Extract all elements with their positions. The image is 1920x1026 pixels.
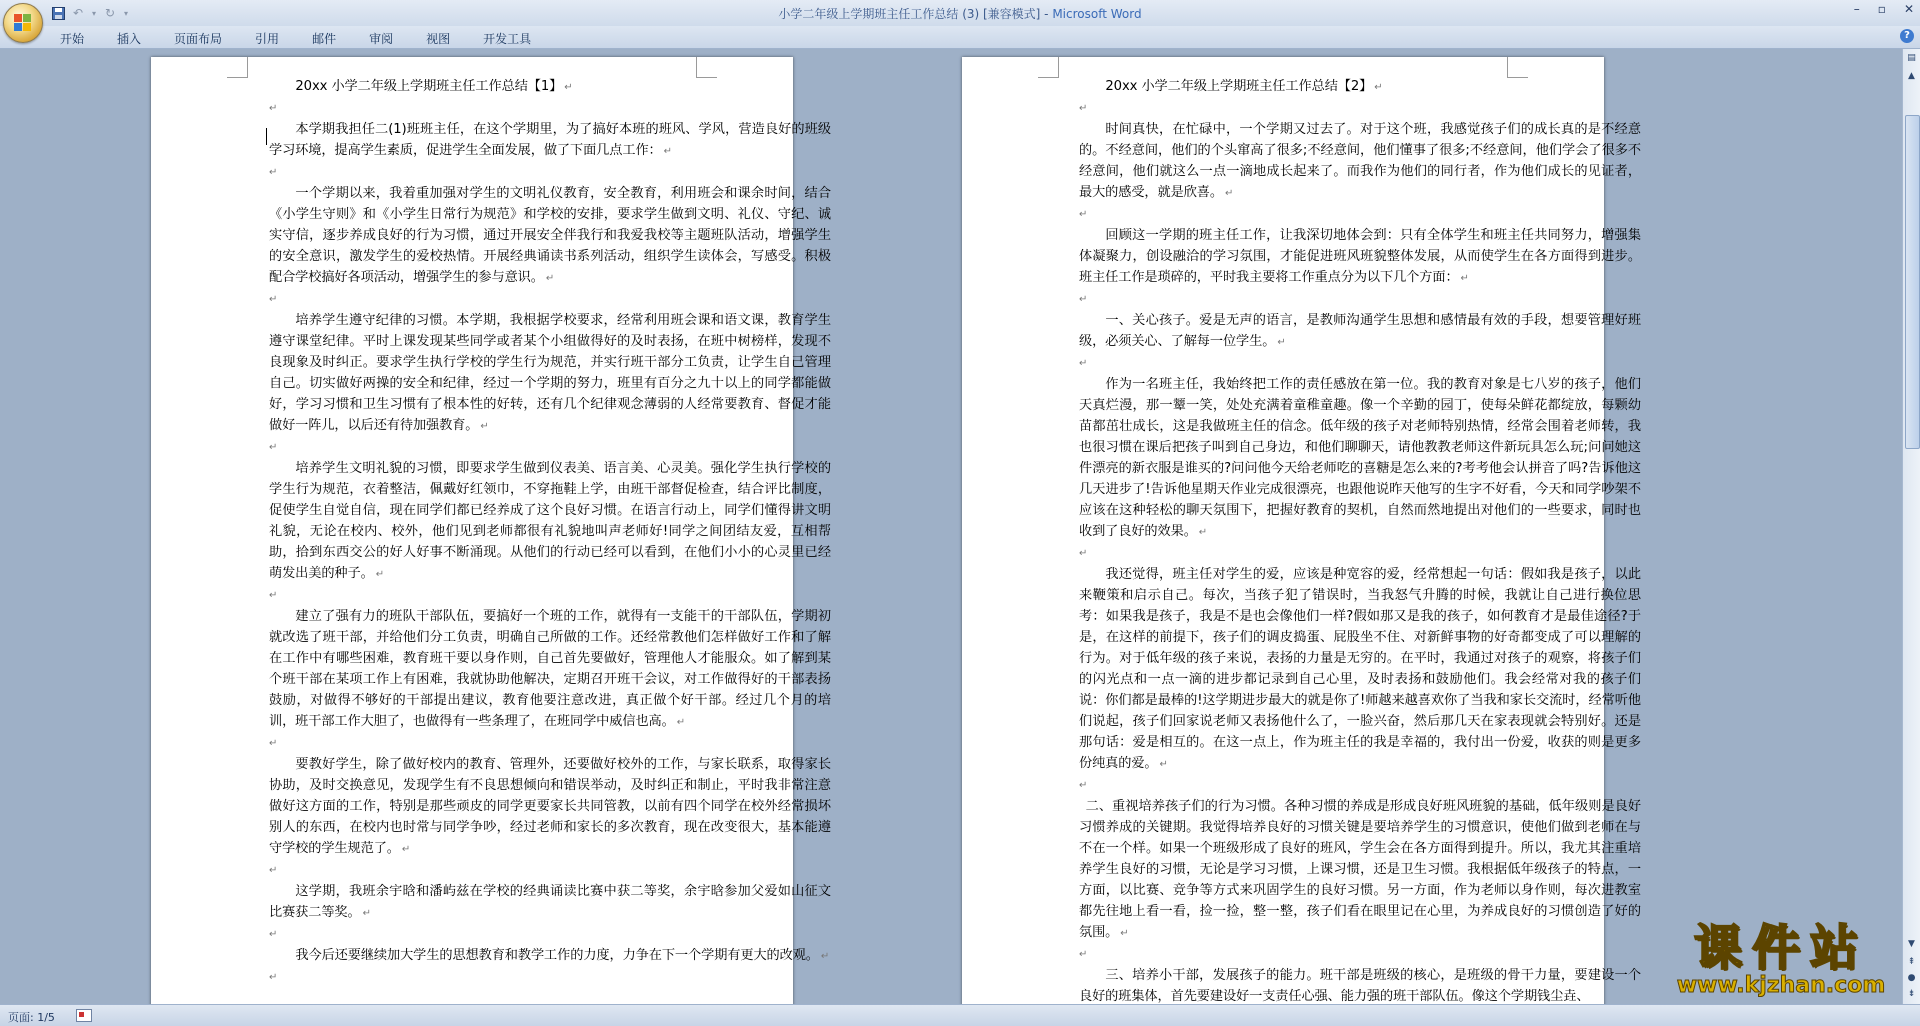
text-cursor (266, 128, 267, 145)
tab-developer[interactable]: 开发工具 (483, 32, 532, 46)
scrollbar-thumb[interactable] (1905, 115, 1920, 449)
scroll-up-icon[interactable]: ▲ (1908, 71, 1915, 81)
section-title: 20xx 小学二年级上学期班主任工作总结【2】 ↵ (1105, 79, 1383, 94)
paragraph: 培养学生文明礼貌的习惯，即要求学生做到仪表美、语言美、心灵美。强化学生执行学校的学生行为规范，衣着整洁，佩戴好红领巾，不穿拖鞋上学，由班干部督促检查，结合评比制度，促使学生自觉自信，现在同学们都已经养成了这个良好习惯。在语言行动上，同学们懂得讲文明礼貌，无论在校内、校外，他们见到老师都很有礼貌地叫声老师好!同学之间团结友爱，互相帮助，拾到东西交公的好人好事不断涌现。从他们的行动已经可以看到，在他们小小的心灵里已经萌发出美的种子。 ↵ (269, 461, 831, 581)
next-page-icon[interactable]: ⇟ (1907, 989, 1916, 999)
proofing-status-icon[interactable] (76, 1009, 92, 1022)
tab-view[interactable]: 视图 (426, 32, 451, 46)
page-count[interactable]: 页面: 1/5 (8, 1011, 55, 1024)
watermark-url: www.kjzhan.com (1676, 973, 1886, 998)
watermark-logo (1668, 922, 1894, 998)
redo-icon[interactable]: ↻ (104, 6, 116, 20)
paragraph: 时间真快，在忙碌中，一个学期又过去了。对于这个班，我感觉孩子们的成长真的是不经意的。不经意间，他们的个头窜高了很多;不经意间，他们懂事了很多;不经意间，他们学会了很多不经意间，他们就这么一点一滴地成长起来了。而我作为他们的同行者，作为他们成长的见证者，最大的感受，就是欣喜。 ↵ (1079, 122, 1641, 200)
crop-mark (1507, 57, 1528, 78)
document-page-2[interactable] (962, 57, 1641, 1004)
customize-toolbar-icon[interactable]: ▾ (123, 8, 128, 18)
undo-icon[interactable]: ↶ (72, 6, 84, 20)
tab-references[interactable]: 引用 (255, 32, 280, 46)
tab-home[interactable]: 开始 (60, 32, 85, 46)
minimize-button[interactable]: – (1853, 2, 1860, 16)
paragraph: 作为一名班主任，我始终把工作的责任感放在第一位。我的教育对象是七八岁的孩子，他们天真烂漫，那一颦一笑，处处充满着童稚童趣。像一个辛勤的园丁，使每朵鲜花都绽放，每颗幼苗都茁壮成长，这是我做班主任的信念。低年级的孩子对老师特别热情，经常会围着老师转，我也很习惯在课后把孩子叫到自己身边，和他们聊聊天，请他教教老师这件新玩具怎么玩;问问她这件漂亮的新衣服是谁买的?问问他今天给老师吃的喜糖是怎么来的?考考他会认拼音了吗?告诉他这几天进步了!告诉他星期天作业完成很漂亮，也跟他说昨天他写的生字不好看，今天和同学吵架不应该在这种轻松的聊天氛围下，把握好教育的契机，自然而然地提出对他们的一些要求，同时也收到了良好的效果。 ↵ (1079, 377, 1641, 539)
crop-mark (1038, 57, 1059, 78)
select-browse-object-icon[interactable]: ● (1907, 973, 1916, 983)
paragraph: 培养学生遵守纪律的习惯。本学期，我根据学校要求，经常利用班会课和语文课，教育学生遵守课堂纪律。平时上课发现某些同学或者某个小组做得好的及时表扬，在班中树榜样，发现不良现象及时纠正。要求学生执行学校的学生行为规范，并实行班干部分工负责，让学生自己管理自己。切实做好两操的安全和纪律，经过一个学期的努力，班里有百分之九十以上的同学都能做好，学习习惯和卫生习惯有了根本性的好转，还有几个纪律观念薄弱的人经常要教育、督促才能做好一阵儿，以后还有待加强教育。 ↵ (269, 313, 831, 433)
crop-mark (227, 57, 248, 78)
maximize-button[interactable]: ▫ (1877, 2, 1886, 16)
ruler-toggle-icon[interactable]: ▤ (1907, 53, 1916, 63)
document-workspace[interactable] (0, 49, 1902, 1004)
paragraph: 二、重视培养孩子们的行为习惯。各种习惯的养成是形成良好班风班貌的基础，低年级则是良好习惯养成的关键期。我觉得培养良好的习惯关键是要培养学生的习惯意识，使他们做到老师在与不在一个样。如果一个班级形成了良好的班风，学生会在各方面得到提升。所以，我尤其注重培养学生良好的习惯，无论是学习习惯，上课习惯，还是卫生习惯。我根据低年级孩子的特点，一方面，以比赛、竞争等方式来巩固学生的良好习惯。另一方面，作为老师以身作则，每次进教室都先往地上看一看，捡一捡，整一整，孩子们看在眼里记在心里，为养成良好的习惯创造了好的氛围。 ↵ (1079, 799, 1641, 940)
paragraph: 建立了强有力的班队干部队伍，要搞好一个班的工作，就得有一支能干的干部队伍，学期初就改选了班干部，并给他们分工负责，明确自己所做的工作。还经常教他们怎样做好工作和了解在工作中有哪些困难，教育班干要以身作则，自己首先要做好，管理他人才能服众。如了解到某个班干部在某项工作上有困难，我就协助他解决，定期召开班干会议，对工作做得好的干部表扬鼓励，对做得不够好的干部提出建议，教育他要注意改进，真正做个好干部。经过几个月的培训，班干部工作大胆了，也做得有一些条理了，在班同学中威信也高。 ↵ (269, 609, 831, 729)
close-button[interactable]: ✕ (1903, 2, 1914, 16)
undo-dropdown-icon[interactable]: ▾ (91, 8, 96, 18)
paragraph: 我还觉得，班主任对学生的爱，应该是种宽容的爱，经常想起一句话：假如我是孩子，以此来鞭策和启示自己。每次，当孩子犯了错误时，当我怒气升腾的时候，我就让自己进行换位思考：如果我是孩子，我是不是也会像他们一样?假如那又是我的孩子，如何教育才是最佳途径?于是，在这样的前提下，孩子们的调皮捣蛋、屁股坐不住、对新鲜事物的好奇都变成了可以理解的行为。对于低年级的孩子来说，表扬的力量是无穷的。在平时，我通过对孩子的观察，将孩子们的闪光点和一点一滴的进步都记录到自己心里，及时表扬和鼓励他们。我会经常对我的孩子们说：你们都是最棒的!这学期进步最大的就是你了!师越来越喜欢你了当我和家长交流时，经常听他们说起，孩子们回家说老师又表扬他什么了，一脸兴奋，然后那几天在家表现就会特别好。还是那句话：爱是相互的。在这一点上，作为班主任的我是幸福的，我付出一份爱，收获的则是更多份纯真的爱。 ↵ (1079, 567, 1641, 771)
section-title: 20xx 小学二年级上学期班主任工作总结【1】 ↵ (295, 79, 573, 94)
tab-insert[interactable]: 插入 (117, 32, 142, 46)
paragraph: 我今后还要继续加大学生的思想教育和教学工作的力度，力争在下一个学期有更大的改观。 ↵ (295, 948, 830, 963)
tab-mailings[interactable]: 邮件 (312, 32, 337, 46)
title-bar (0, 0, 1920, 26)
status-bar (0, 1004, 1920, 1026)
office-logo-icon (14, 14, 32, 32)
paragraph: 要教好学生，除了做好校内的教育、管理外，还要做好校外的工作，与家长联系，取得家长协助，及时交换意见，发现学生有不良思想倾向和错误举动，及时纠正和制止，平时我非常注意做好这方面的工作，特别是那些顽皮的同学更要家长共同管教，以前有四个同学在校外经常损坏别人的东西，在校内也时常与同学争吵，经过老师和家长的多次教育，现在改变很大，基本能遵守学校的学生规范了。 ↵ (269, 757, 831, 856)
paragraph: 一个学期以来，我着重加强对学生的文明礼仪教育，安全教育，利用班会和课余时间，结合《小学生守则》和《小学生日常行为规范》和学校的安排，要求学生做到文明、礼仪、守纪、诚实守信，逐步养成良好的行为习惯，通过开展安全伴我行和我爱我校等主题班队活动，增强学生的安全意识，激发学生的爱校热情。开展经典诵读书系列活动，组织学生读体会，写感受。积极配合学校搞好各项活动，增强学生的参与意识。 ↵ (269, 186, 831, 285)
paragraph: 一、关心孩子。爱是无声的语言，是教师沟通学生思想和感情最有效的手段，想要管理好班级，必须关心、了解每一位学生。 ↵ (1079, 313, 1641, 349)
office-button[interactable] (3, 3, 43, 43)
paragraph: 本学期我担任二(1)班班主任，在这个学期里，为了搞好本班的班风、学风，营造良好的班级学习环境，提高学生素质，促进学生全面发展，做了下面几点工作： ↵ (269, 122, 831, 158)
page-body: 20xx 小学二年级上学期班主任工作总结【2】 ↵ ↵ 时间真快，在忙碌中，一个学期又过去了。对于这个班，我感觉孩子们的成长真的是不经意的。不经意间，他们的个头窜高了很多;不经意间，他们懂事了很多;不经意间，他们学会了很多不经意间，他们就这么一点一滴地成长起来了。而我作为他们的同行者，作为他们成长的见证者，最大的感受，就是欣喜。 ↵ ↵ 回顾这一学期的班主任工作，让我深切地体会到：只有全体学生和班主任共同努力，增强集体凝聚力，创设融洽的学习氛围，才能促进班风班貌整体发展，从而使学生在各方面得到进步。班主任工作是琐碎的，平时我主要将工作重点分为以下几个方面： ↵ ↵ 一、关心孩子。爱是无声的语言，是教师沟通学生思想和感情最有效的手段，想要管理好班级，必须关心、了解每一位学生。 ↵ ↵ 作为一名班主任，我始终把工作的责任感放在第一位。我的教育对象是七八岁的孩子，他们天真烂漫，那一颦一笑，处处充满着童稚童趣。像一个辛勤的园丁，使每朵鲜花都绽放，每颗幼苗都茁壮成长，这是我做班主任的信念。低年级的孩子对老师特别热情，经常会围着老师转，我也很习惯在课后把孩子叫到自己身边，和他们聊聊天，请他教教老师这件新玩具怎么玩;问问她这件漂亮的新衣服是谁买的?问问他今天给老师吃的喜糖是怎么来的?考考他会认拼音了吗?告诉他这几天进步了!告诉他星期天作业完成很漂亮，也跟他说昨天他写的生字不好看，今天和同学吵架不应该在这种轻松的聊天氛围下，把握好教育的契机，自然而然地提出对他们的一些要求，同时也收到了良好的效果。 ↵ ↵ 我还觉得，班主任对学生的爱，应该是种宽容的爱，经常想起一句话：假如我是孩子，以此来鞭策和启示自己。每次，当孩子犯了错误时，当我怒气升腾的时候，我就让自己进行换位思考：如果我是孩子，我是不是也会像他们一样?假如那又是我的孩子，如何教育才是最佳途径?于是，在这样的前提下，孩子们的调皮捣蛋、屁股坐不住、对新鲜事物的好奇都变成了可以理解的行为。对于低年级的孩子来说，表扬的力量是无穷的。在平时，我通过对孩子的观察，将孩子们的闪光点和一点一滴的进步都记录到自己心里，及时表扬和鼓励他们。我会经常对我的孩子们说：你们都是最棒的!这学期进步最大的就是你了!师越来越喜欢你了当我和家长交流时，经常听他们说起，孩子们回家说老师又表扬他什么了，一脸兴奋，然后那几天在家表现就会特别好。还是那句话：爱是相互的。在这一点上，作为班主任的我是幸福的，我付出一份爱，收获的则是更多份纯真的爱。 ↵ ↵ 二、重视培养孩子们的行为习惯。各种习惯的养成是形成良好班风班貌的基础，低年级则是良好习惯养成的关键期。我觉得培养良好的习惯关键是要培养学生的习惯意识，使他们做到老师在与不在一个样。如果一个班级形成了良好的班风，学生会在各方面得到提升。所以，我尤其注重培养学生良好的习惯，无论是学习习惯，上课习惯，还是卫生习惯。我根据低年级孩子的特点，一方面，以比赛、竞争等方式来巩固学生的良好习惯。另一方面，作为老师以身作则，每次进教室都先往地上看一看，捡一捡，整一整，孩子们看在眼里记在心里，为养成良好的习惯创造了好的氛围。 ↵ ↵ 三、培养小干部，发展孩子的能力。班干部是班级的核心，是班级的骨干力量，要建设一个良好的班集体，首先要建设好一支责任心强、能力强的班干部队伍。像这个学期钱尘垚、 (1079, 76, 1641, 1004)
document-name: 小学二年级上学期班主任工作总结 (3) [兼容模式] - (778, 7, 1053, 21)
window-title (0, 5, 1920, 22)
ribbon-tab-bar (0, 26, 1920, 49)
scroll-down-icon[interactable]: ▼ (1908, 939, 1915, 949)
page-body: 20xx 小学二年级上学期班主任工作总结【1】 ↵ ↵ 本学期我担任二(1)班班主任，在这个学期里，为了搞好本班的班风、学风，营造良好的班级学习环境，提高学生素质，促进学生全面发展，做了下面几点工作： ↵ ↵ 一个学期以来，我着重加强对学生的文明礼仪教育，安全教育，利用班会和课余时间，结合《小学生守则》和《小学生日常行为规范》和学校的安排，要求学生做到文明、礼仪、守纪、诚实守信，逐步养成良好的行为习惯，通过开展安全伴我行和我爱我校等主题班队活动，增强学生的安全意识，激发学生的爱校热情。开展经典诵读书系列活动，组织学生读体会，写感受。积极配合学校搞好各项活动，增强学生的参与意识。 ↵ ↵ 培养学生遵守纪律的习惯。本学期，我根据学校要求，经常利用班会课和语文课，教育学生遵守课堂纪律。平时上课发现某些同学或者某个小组做得好的及时表扬，在班中树榜样，发现不良现象及时纠正。要求学生执行学校的学生行为规范，并实行班干部分工负责，让学生自己管理自己。切实做好两操的安全和纪律，经过一个学期的努力，班里有百分之九十以上的同学都能做好，学习习惯和卫生习惯有了根本性的好转，还有几个纪律观念薄弱的人经常要教育、督促才能做好一阵儿，以后还有待加强教育。 ↵ ↵ 培养学生文明礼貌的习惯，即要求学生做到仪表美、语言美、心灵美。强化学生执行学校的学生行为规范，衣着整洁，佩戴好红领巾，不穿拖鞋上学，由班干部督促检查，结合评比制度，促使学生自觉自信，现在同学们都已经养成了这个良好习惯。在语言行动上，同学们懂得讲文明礼貌，无论在校内、校外，他们见到老师都很有礼貌地叫声老师好!同学之间团结友爱，互相帮助，拾到东西交公的好人好事不断涌现。从他们的行动已经可以看到，在他们小小的心灵里已经萌发出美的种子。 ↵ ↵ 建立了强有力的班队干部队伍，要搞好一个班的工作，就得有一支能干的干部队伍，学期初就改选了班干部，并给他们分工负责，明确自己所做的工作。还经常教他们怎样做好工作和了解在工作中有哪些困难，教育班干要以身作则，自己首先要做好，管理他人才能服众。如了解到某个班干部在某项工作上有困难，我就协助他解决，定期召开班干会议，对工作做得好的干部表扬鼓励，对做得不够好的干部提出建议，教育他要注意改进，真正做个好干部。经过几个月的培训，班干部工作大胆了，也做得有一些条理了，在班同学中威信也高。 ↵ ↵ 要教好学生，除了做好校内的教育、管理外，还要做好校外的工作，与家长联系，取得家长协助，及时交换意见，发现学生有不良思想倾向和错误举动，及时纠正和制止，平时我非常注意做好这方面的工作，特别是那些顽皮的同学更要家长共同管教，以前有四个同学在校外经常损坏别人的东西，在校内也时常与同学争吵，经过老师和家长的多次教育，现在改变很大，基本能遵守学校的学生规范了。 ↵ ↵ 这学期，我班余宇晗和潘屿兹在学校的经典诵读比赛中获二等奖，余宇晗参加父爱如山征文比赛获二等奖。 ↵ ↵ 我今后还要继续加大学生的思想教育和教学工作的力度，力争在下一个学期有更大的改观。 ↵ ↵ (269, 76, 831, 988)
tab-review[interactable]: 审阅 (369, 32, 394, 46)
crop-mark (696, 57, 717, 78)
vertical-scrollbar[interactable] (1902, 49, 1920, 1004)
watermark-brand: 课件站 (1693, 920, 1868, 976)
window-controls (1854, 2, 1914, 16)
paragraph: 回顾这一学期的班主任工作，让我深切地体会到：只有全体学生和班主任共同努力，增强集体凝聚力，创设融洽的学习氛围，才能促进班风班貌整体发展，从而使学生在各方面得到进步。班主任工作是琐碎的，平时我主要将工作重点分为以下几个方面： ↵ (1079, 228, 1641, 285)
tab-page-layout[interactable]: 页面布局 (174, 32, 223, 46)
paragraph: 三、培养小干部，发展孩子的能力。班干部是班级的核心，是班级的骨干力量，要建设一个良好的班集体，首先要建设好一支责任心强、能力强的班干部队伍。像这个学期钱尘垚、 (1079, 968, 1641, 1004)
app-name: Microsoft Word (1052, 7, 1142, 21)
document-page-1[interactable] (151, 57, 831, 1004)
paragraph: 这学期，我班余宇晗和潘屿兹在学校的经典诵读比赛中获二等奖，余宇晗参加父爱如山征文比赛获二等奖。 ↵ (269, 884, 831, 920)
help-icon[interactable]: ? (1900, 29, 1914, 43)
previous-page-icon[interactable]: ⇞ (1907, 957, 1916, 967)
